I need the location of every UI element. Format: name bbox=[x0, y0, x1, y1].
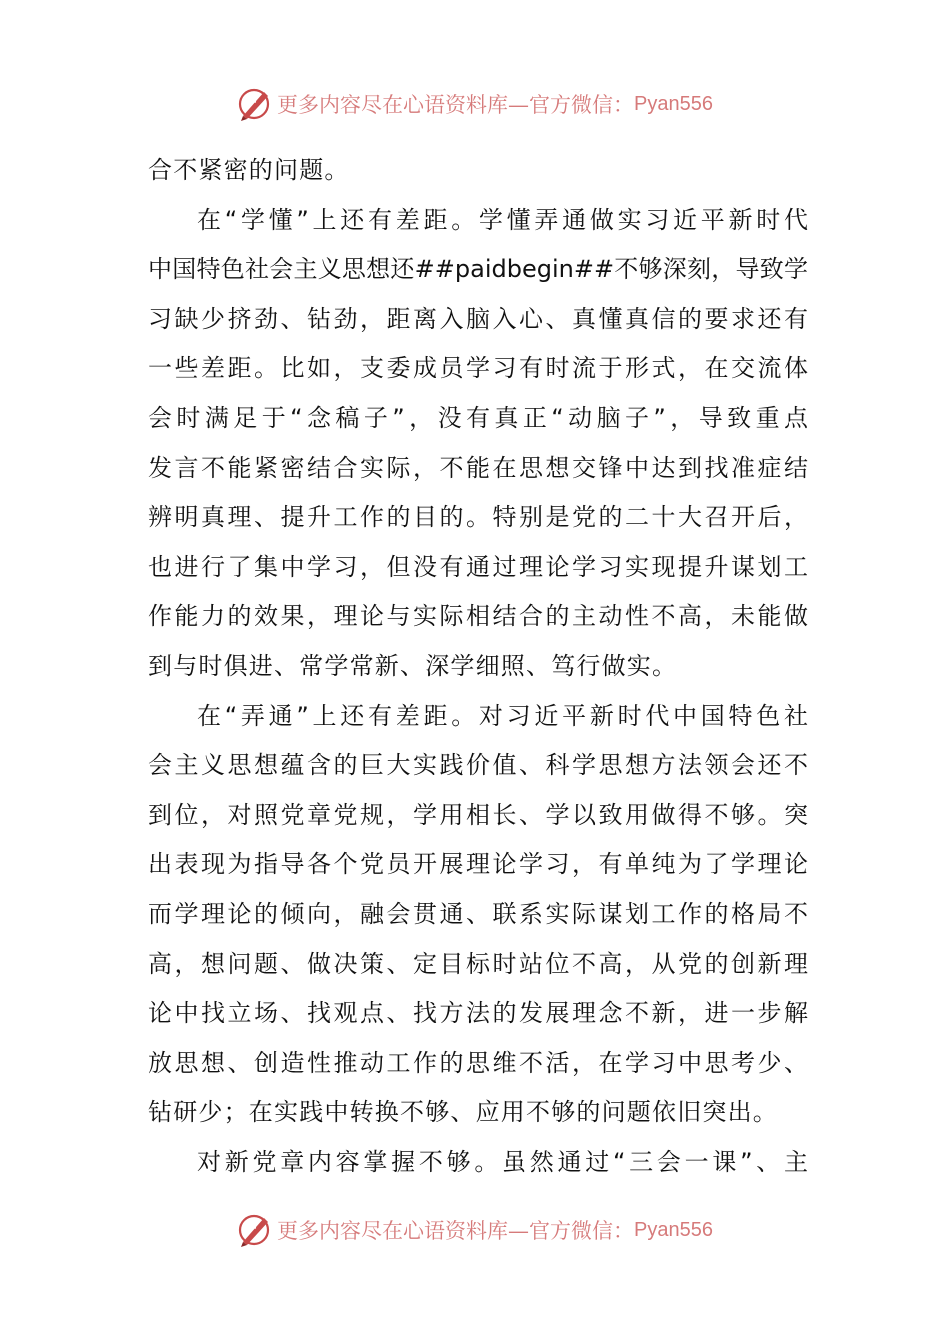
pen-logo-icon bbox=[237, 1212, 273, 1248]
text-line: 会时满足于“念稿子”，没有真正“动脑子”，导致重点 bbox=[148, 403, 808, 432]
text-line: 辨明真理、提升工作的目的。特别是党的二十大召开后， bbox=[148, 503, 808, 532]
header-banner bbox=[0, 84, 950, 124]
text-line: 习缺少挤劲、钻劲，距离入脑入心、真懂真信的要求还有 bbox=[148, 304, 808, 333]
text-line: 在“弄通”上还有差距。对习近平新时代中国特色社 bbox=[197, 701, 808, 730]
header-banner-wechat-id: Pyan556 bbox=[634, 92, 713, 115]
text-line: 出表现为指导各个党员开展理论学习，有单纯为了学理论 bbox=[148, 850, 808, 879]
text-line: 高，想问题、做决策、定目标时站位不高，从党的创新理 bbox=[148, 949, 808, 978]
text-line: 到位，对照党章党规，学用相长、学以致用做得不够。突 bbox=[148, 800, 808, 829]
document-body bbox=[148, 146, 808, 1187]
text-line: 会主义思想蕴含的巨大实践价值、科学思想方法领会还不 bbox=[148, 751, 808, 780]
footer-banner-text: 更多内容尽在心语资料库—官方微信： bbox=[277, 1219, 635, 1243]
pen-logo-icon bbox=[237, 86, 273, 122]
text-line: 钻研少；在实践中转换不够、应用不够的问题依旧突出。 bbox=[148, 1098, 778, 1127]
text-line: 也进行了集中学习，但没有通过理论学习实现提升谋划工 bbox=[148, 552, 808, 581]
text-line: 对新党章内容掌握不够。虽然通过“三会一课”、主 bbox=[197, 1147, 808, 1176]
text-line: 作能力的效果，理论与实际相结合的主动性不高，未能做 bbox=[148, 602, 808, 631]
text-line: 论中找立场、找观点、找方法的发展理念不新，进一步解 bbox=[148, 999, 808, 1028]
footer-banner-wechat-id: Pyan556 bbox=[634, 1218, 713, 1241]
text-line: 而学理论的倾向，融会贯通、联系实际谋划工作的格局不 bbox=[148, 899, 808, 928]
text-line: 合不紧密的问题。 bbox=[148, 156, 350, 184]
text-line: 放思想、创造性推动工作的思维不活，在学习中思考少、 bbox=[148, 1048, 808, 1077]
text-line: 发言不能紧密结合实际，不能在思想交锋中达到找准症结 bbox=[148, 453, 808, 482]
header-banner-text: 更多内容尽在心语资料库—官方微信： bbox=[277, 93, 635, 117]
text-line: 一些差距。比如，支委成员学习有时流于形式，在交流体 bbox=[148, 354, 808, 383]
footer-banner bbox=[0, 1210, 950, 1250]
text-line: 在“学懂”上还有差距。学懂弄通做实习近平新时代 bbox=[197, 205, 808, 234]
text-line: 到与时俱进、常学常新、深学细照、笃行做实。 bbox=[148, 651, 678, 680]
text-line: 中国特色社会主义思想还##paidbegin##不够深刻，导致学 bbox=[148, 255, 808, 284]
